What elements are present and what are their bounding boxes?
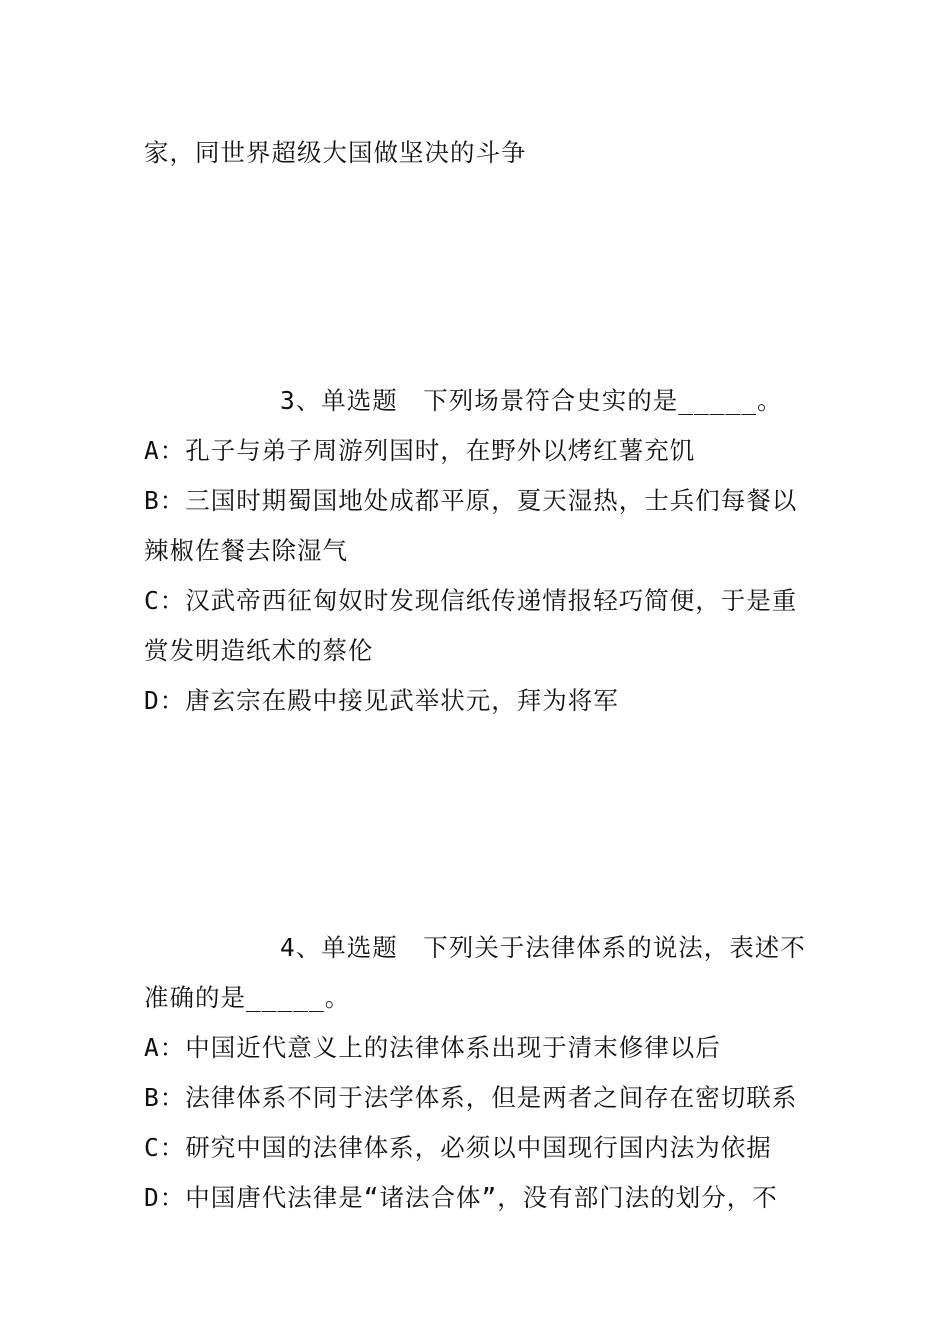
question-4-header: 4、单选题 下列关于法律体系的说法，表述不: [280, 933, 806, 962]
question-4-option-b: B：法律体系不同于法学体系，但是两者之间存在密切联系: [144, 1083, 798, 1112]
question-3-option-b: B：三国时期蜀国地处成都平原，夏天湿热，士兵们每餐以: [144, 486, 798, 515]
question-3-option-c-cont: 赏发明造纸术的蔡伦: [144, 636, 374, 665]
question-3-option-d: D：唐玄宗在殿中接见武举状元，拜为将军: [144, 686, 619, 715]
question-4-option-c: C：研究中国的法律体系，必须以中国现行国内法为依据: [144, 1133, 772, 1162]
question-3-header: 3、单选题 下列场景符合史实的是_____。: [280, 386, 783, 415]
question-4-header-cont: 准确的是_____。: [144, 983, 351, 1012]
question-3-option-a: A：孔子与弟子周游列国时，在野外以烤红薯充饥: [144, 436, 696, 465]
continuation-text: 家，同世界超级大国做坚决的斗争: [144, 138, 527, 167]
question-4-option-d: D：中国唐代法律是“诸法合体”，没有部门法的划分，不: [144, 1183, 778, 1212]
question-3-option-b-cont: 辣椒佐餐去除湿气: [144, 536, 348, 565]
question-3-option-c: C：汉武帝西征匈奴时发现信纸传递情报轻巧简便，于是重: [144, 586, 798, 615]
question-4-option-a: A：中国近代意义上的法律体系出现于清末修律以后: [144, 1033, 721, 1062]
